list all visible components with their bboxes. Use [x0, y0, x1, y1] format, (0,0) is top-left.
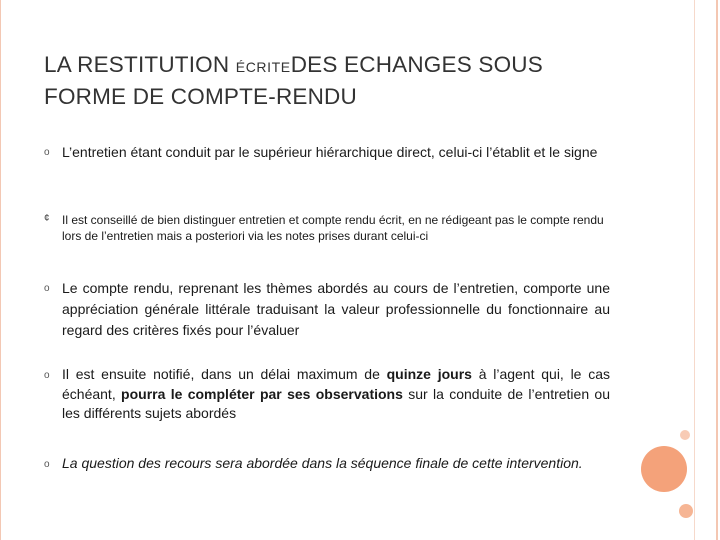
- decorative-dot-small: [680, 430, 690, 440]
- bullet-item: [44, 143, 610, 162]
- slide-title: [44, 50, 634, 112]
- decorative-dot-medium: [679, 504, 693, 518]
- bullet-marker: ¢: [44, 213, 50, 224]
- bullet-text: [62, 365, 610, 424]
- bullet-text-emphasis: quinze jours: [386, 366, 472, 382]
- bullet-item: [44, 365, 610, 424]
- bullet-text-emphasis: pourra le compléter par ses observations: [121, 385, 403, 402]
- title-part-3: DES ECHANGES SOUS: [290, 52, 543, 77]
- bullet-marker: o: [44, 459, 50, 470]
- bullet-text: La question des recours sera abordée dans la séquence finale de cette intervention.: [62, 455, 583, 471]
- decorative-dot-large: [641, 446, 687, 492]
- bullet-text: L’entretien étant conduit par le supérieur hiérarchique direct, celui-ci l’établit et le signe: [62, 144, 598, 160]
- slide-frame-right-inner: [694, 0, 695, 540]
- bullet-item: [44, 454, 610, 474]
- bullet-text-segment: sur la conduite de l’entretien ou les différents sujets abordés: [62, 385, 611, 421]
- bullet-item: [44, 212, 610, 244]
- bullet-text: Il est conseillé de bien distinguer entretien et compte rendu écrit, en ne rédigeant pas le compte rendu lors de l’entretien mais a posteriori via les notes prises durant celui-ci: [62, 213, 604, 243]
- bullet-marker: o: [44, 283, 50, 294]
- bullet-text-segment: Il est ensuite notifié, dans un délai maximum de: [62, 366, 387, 382]
- bullet-marker: o: [44, 370, 50, 381]
- slide-frame-left: [0, 0, 1, 540]
- title-line-2: FORME DE COMPTE-RENDU: [44, 84, 357, 109]
- bullet-marker: o: [44, 147, 50, 158]
- slide-frame-right-outer: [716, 0, 718, 540]
- bullet-text-segment: à l’agent qui, le cas échéant,: [62, 366, 611, 402]
- title-part-1: LA RESTITUTION: [44, 52, 236, 77]
- bullet-item: [44, 278, 610, 341]
- bullet-text: Le compte rendu, reprenant les thèmes abordés au cours de l’entretien, comporte une appréciation générale littérale traduisant la valeur professionnelle du fonctionnaire au regard des critères fixés pour l’évaluer: [62, 280, 610, 338]
- title-part-2: ÉCRITE: [235, 59, 291, 75]
